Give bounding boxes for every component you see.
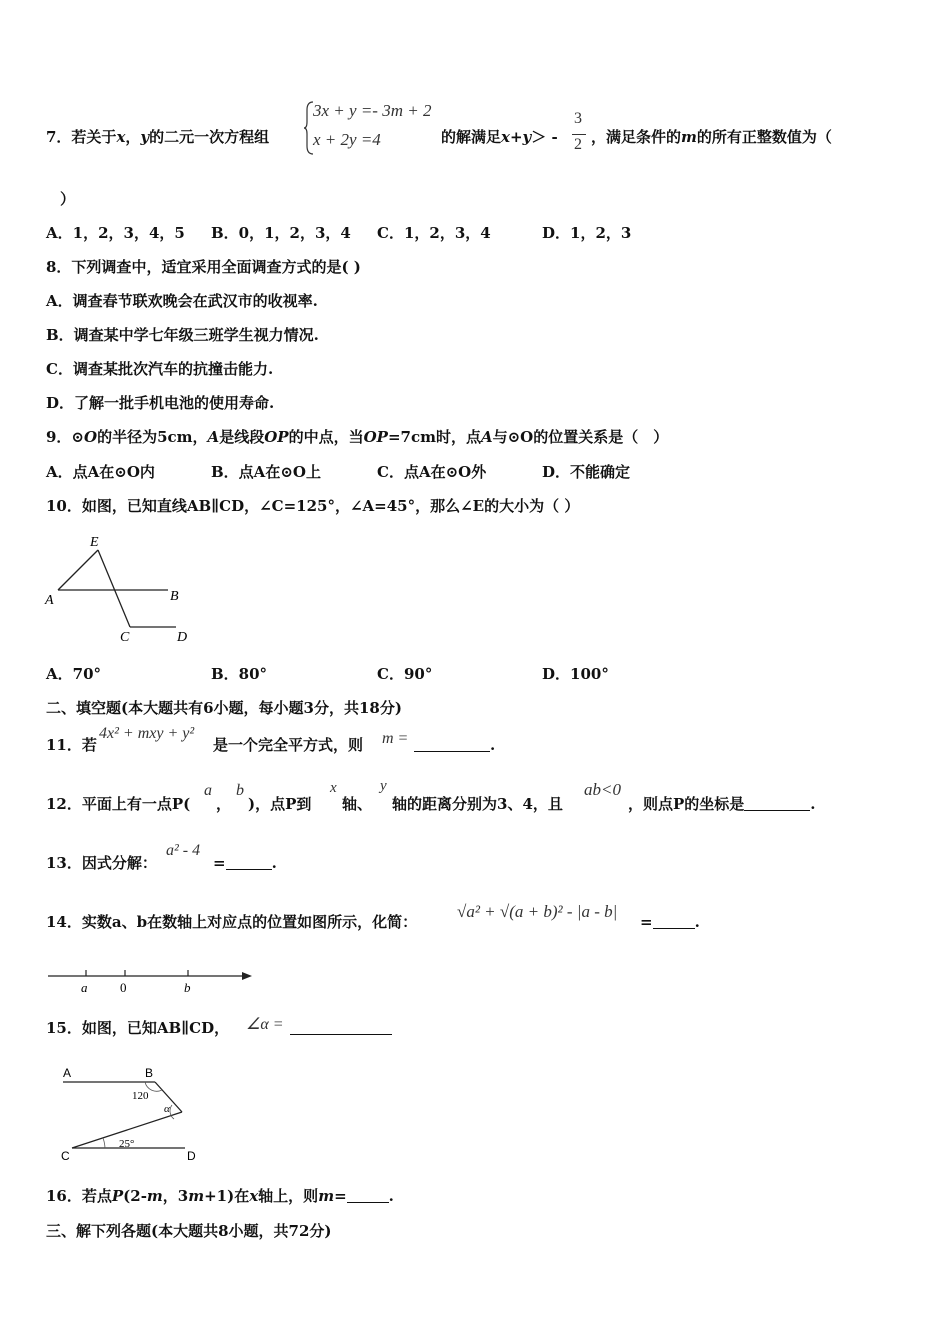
q7-eq1: 3x + y =- 3m + 2 (313, 101, 432, 120)
q10-option-d[interactable]: D．100° (542, 665, 609, 683)
answer-blank[interactable] (290, 1020, 392, 1035)
q15-figure (55, 1062, 215, 1167)
label-b: b (184, 980, 191, 995)
q14-number-line (44, 962, 259, 998)
arrow-right-icon (242, 972, 252, 980)
q12-condition: ab<0 (584, 780, 621, 799)
section-3-heading: 三、解下列各题(本大题共8小题，共72分) (46, 1222, 332, 1240)
q12-x: x (330, 780, 337, 796)
label-d: D (187, 1149, 196, 1163)
q15-stem: 15．如图，已知AB∥CD， (46, 1019, 230, 1037)
label-c: C (120, 630, 130, 645)
label-e: E (90, 535, 99, 550)
label-a: A (45, 593, 54, 608)
q15-answer (290, 1018, 392, 1038)
label-a: A (63, 1066, 72, 1080)
q11-stem-cont: 是一个完全平方式，则 (213, 736, 364, 754)
q12-stem-dist: 轴的距离分别为3、4，且 (392, 795, 563, 813)
q11-expression: 4x² + mxy + y² (99, 725, 195, 742)
fraction-bar (572, 134, 586, 135)
answer-blank[interactable] (347, 1188, 389, 1203)
q7-option-a[interactable]: A．1，2，3，4，5 (46, 224, 185, 242)
q10-option-c[interactable]: C．90° (377, 665, 433, 683)
q12-stem-cont: )，点P到 (248, 795, 312, 813)
q14-stem: 14．实数a、b在数轴上对应点的位置如图所示，化简： (46, 913, 418, 931)
q7-close-paren: ） (60, 190, 76, 208)
q7-eq2: x + 2y =4 (313, 130, 381, 149)
label-angle-b: 120 (132, 1090, 149, 1102)
q15-angle: ∠α = (246, 1016, 284, 1033)
answer-blank[interactable] (744, 796, 810, 811)
answer-blank[interactable] (414, 737, 490, 752)
q10-option-a[interactable]: A．70° (46, 665, 102, 683)
q8-option-d[interactable]: D．了解一批手机电池的使用寿命. (46, 394, 275, 412)
q12-stem-axis: 轴、 (342, 795, 373, 813)
label-d: D (177, 630, 188, 645)
answer-blank[interactable] (653, 914, 695, 929)
angle-arc-c (103, 1138, 105, 1148)
q13-answer: = . (213, 854, 277, 872)
q12-stem-end: ，则点P的坐标是 . (628, 795, 816, 813)
q12-b: b (236, 782, 244, 799)
q8-option-c[interactable]: C．调查某批次汽车的抗撞击能力. (46, 360, 274, 378)
label-0: 0 (120, 980, 127, 995)
q14-answer: = . (640, 913, 700, 931)
q9-option-d[interactable]: D．不能确定 (542, 463, 631, 481)
q10-figure (40, 530, 200, 645)
answer-blank[interactable] (226, 855, 272, 870)
q7-option-c[interactable]: C．1，2，3，4 (377, 224, 491, 242)
q7-equation-system (303, 100, 443, 156)
line-ec (98, 550, 130, 627)
line-ae (58, 550, 98, 590)
label-a: a (81, 980, 88, 995)
q8-option-a[interactable]: A．调查春节联欢晚会在武汉市的收视率. (46, 292, 318, 310)
q14-expression: √a² + √(a + b)² - |a - b| (457, 902, 618, 921)
q7-stem: 7．若关于x，y的二元一次方程组 (46, 128, 270, 146)
q11-m: m = (382, 730, 409, 747)
label-angle-c: 25° (119, 1138, 135, 1150)
angle-arc-alpha (170, 1105, 174, 1119)
label-angle-alpha: α (164, 1103, 170, 1115)
q12-y: y (380, 778, 387, 794)
q8-option-b[interactable]: B．调查某中学七年级三班学生视力情况. (46, 326, 319, 344)
q7-stem-cont: 的解满足x+y＞ - (441, 128, 558, 146)
q9-option-c[interactable]: C．点A在⊙O外 (377, 463, 487, 481)
label-b: B (170, 589, 179, 604)
q16-stem: 16．若点P(2-m，3m+1)在x轴上，则m= . (46, 1187, 394, 1205)
section-2-heading: 二、填空题(本大题共有6小题，每小题3分，共18分) (46, 699, 402, 717)
q11-stem: 11．若 (46, 736, 97, 754)
q13-stem: 13．因式分解： (46, 854, 157, 872)
q7-fraction: 3 2 (571, 110, 587, 158)
q9-option-b[interactable]: B．点A在⊙O上 (211, 463, 321, 481)
q7-option-b[interactable]: B．0，1，2，3，4 (211, 224, 351, 242)
q9-option-a[interactable]: A．点A在⊙O内 (46, 463, 155, 481)
q12-a: a (204, 782, 212, 799)
q11-answer: . (414, 735, 495, 755)
q13-expression: a² - 4 (166, 842, 201, 859)
label-c: C (61, 1149, 70, 1163)
q10-option-b[interactable]: B．80° (211, 665, 268, 683)
q8-stem: 8．下列调查中，适宜采用全面调查方式的是( ) (46, 258, 361, 276)
q9-stem: 9．⊙O的半径为5cm，A是线段OP的中点，当OP=7cm时，点A与⊙O的位置关系是（ ） (46, 428, 669, 446)
label-b: B (145, 1066, 154, 1080)
q7-option-d[interactable]: D．1，2，3 (542, 224, 632, 242)
q7-stem-end: ，满足条件的m的所有正整数值为（ (591, 128, 832, 146)
q12-comma: ， (216, 795, 232, 813)
q10-stem: 10．如图，已知直线AB∥CD，∠C=125°，∠A=45°，那么∠E的大小为（ ） (46, 497, 580, 515)
q12-stem: 12．平面上有一点P( (46, 795, 191, 813)
